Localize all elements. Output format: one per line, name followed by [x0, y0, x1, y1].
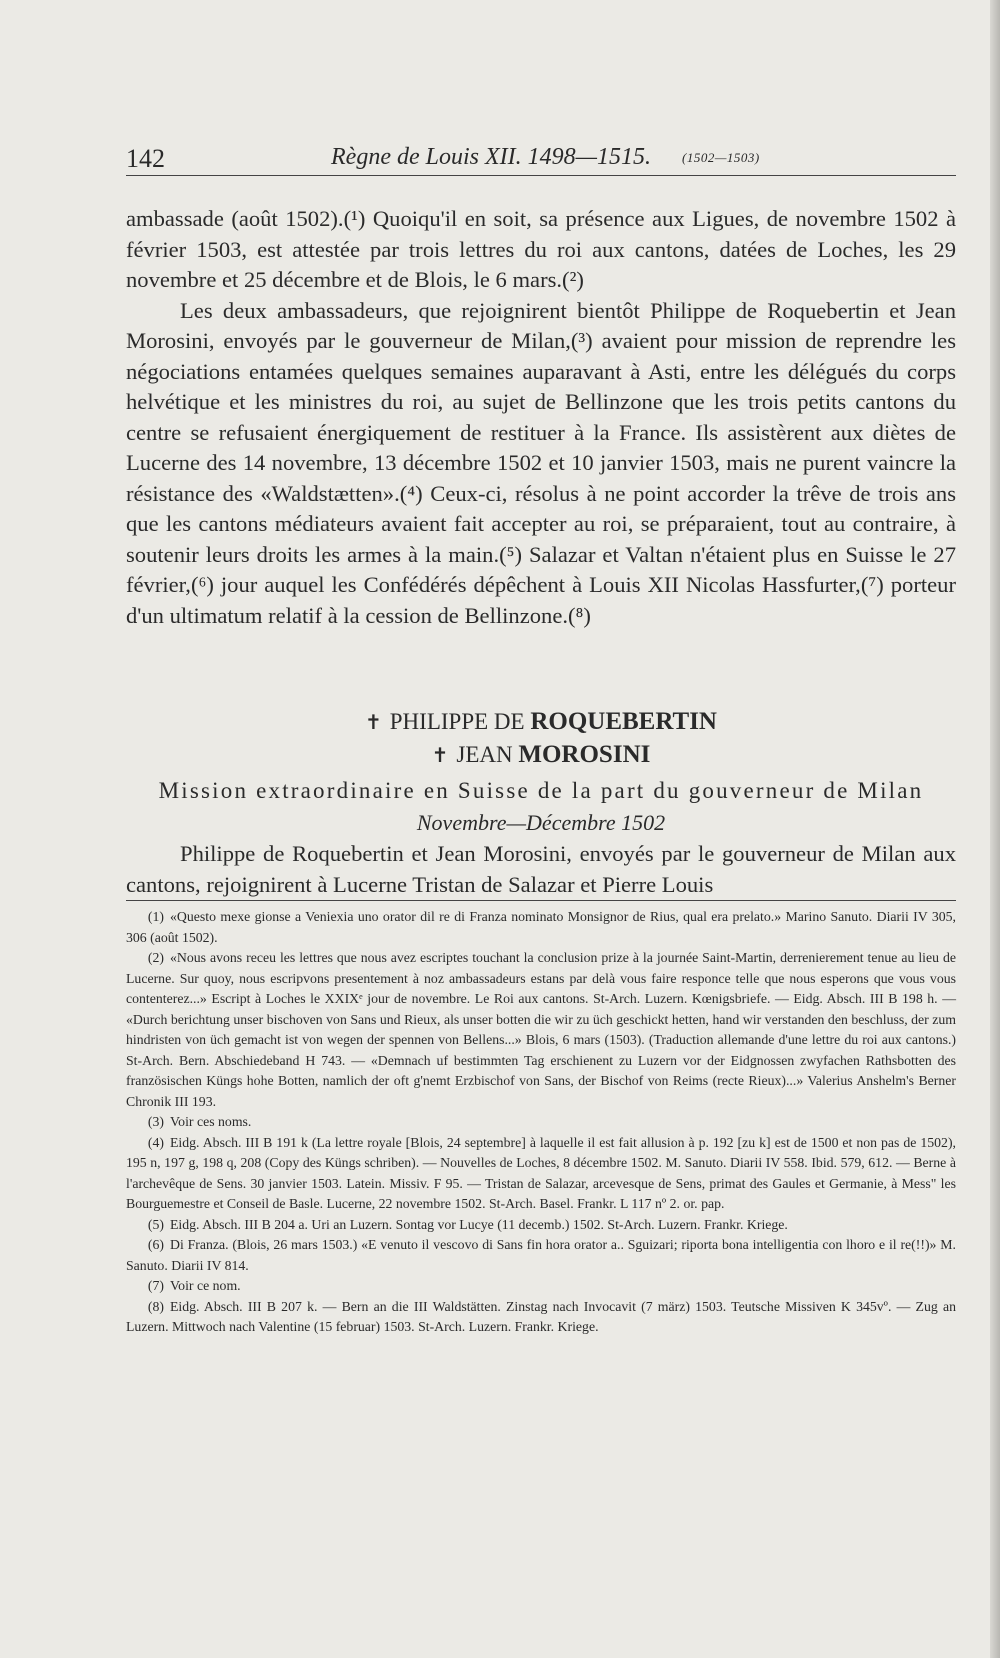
section-heading-line-1 — [126, 708, 956, 736]
section-paragraph: Philippe de Roquebertin et Jean Morosini, envoyés par le gouverneur de Milan aux cantons, rejoignirent à Lucerne Tristan de Salazar et Pierre Louis — [126, 841, 956, 897]
footnote: (3) Voir ces noms. — [147, 1114, 252, 1129]
heading-2-name: MOROSINI — [518, 741, 651, 768]
section-heading-line-2 — [126, 741, 956, 769]
heading-1-prefix: PHILIPPE DE — [389, 709, 525, 734]
footnote: (5) Eidg. Absch. III B 204 a. Uri an Luzern. Sontag vor Lucye (11 decemb.) 1502. St-Arch. Luzern. Frankr. Kriege. — [147, 1216, 788, 1232]
section-text — [126, 838, 956, 900]
footnote-rule — [126, 900, 956, 901]
footnote: (7) Voir ce nom. — [147, 1278, 241, 1293]
cross-icon: ✝ — [431, 745, 449, 767]
section-subtitle: Mission extraordinaire en Suisse de la part du gouverneur de Milan — [158, 778, 924, 803]
footnotes — [126, 907, 956, 1338]
header-rule — [126, 175, 956, 176]
footnote: (4) Eidg. Absch. III B 191 k (La lettre royale [Blois, 24 septembre] à laquelle il est fait allusion à p. 192 [zu k] est de 1500 et non pas de 1502), 195 n, 197 g, 198 q, 208 (Copy des Küngs schriben). — Nouvelles de Loches, 8 décembre 1502. M. Sanuto. Diarii IV 558. Ibid. 579, 612. — Berne à l'archevêque de Sens. 30 janvier 1503. Latein. Missiv. F 95. — Tristan de Salazar, arcevesque de Sens, primat des Gaules et Germanie, à Mess" les Bourguemestre et Conseil de Basle. Lucerne, 22 novembre 1502. St-Arch. Basel. Frankr. L 117 nº 2. or. pap. — [126, 1134, 956, 1211]
paragraph-1: ambassade (août 1502).(¹) Quoiqu'il en soit, sa présence aux Ligues, de novembre 1502 à février 1503, est attestée par trois lettres du roi aux cantons, datées de Loches, les 29 novembre et 25 décembre et de Blois, le 6 mars.(²) — [126, 206, 956, 292]
footnote: (8) Eidg. Absch. III B 207 k. — Bern an die III Waldstätten. Zinstag nach Invocavit (7 märz) 1503. Teutsche Missiven K 345vº. — Zug an Luzern. Mittwoch nach Valentine (15 februar) 1503. St-Arch. Luzern. Frankr. Kriege. — [126, 1298, 956, 1334]
footnote: (6) Di Franza. (Blois, 26 mars 1503.) «E venuto il vescovo di Sans fin hora orator a.. Sguizari; riporta bona intelligentia con lhoro e il re(!!)» M. Sanuto. Diarii IV 814. — [126, 1237, 956, 1273]
page-number: 142 — [126, 144, 165, 173]
page-edge — [990, 0, 1000, 1658]
footnote: (2) «Nous avons receu les lettres que nous avez escriptes touchant la conclusion prize à la journée Saint-Martin, derrenierement tenue au lieu de Lucerne. Sur quoy, nous escripvons presentement à noz ambassadeurs estans par delà vous faire responce telle que nous esperons que vous vous contenterez...» Escript à Loches le XXIXᵉ jour de novembre. Le Roi aux cantons. St-Arch. Luzern. Kœnigsbriefe. — Eidg. Absch. III B 198 h. — «Durch berichtung unser bischoven von Sans und Rieux, als unser botten die wir zu üch geschickt hetten, hand wir verstanden den beschluss, der zum hindristen von üch gemacht ist von wegen der spennen von Bellens...» Blois, 6 mars (1503). (Traduction allemande d'une lettre du roi aux cantons.) St-Arch. Bern. Abschiedeband H 743. — «Demnach uf bestimmten Tag erschienent zu Luzern vor der Eidgnossen zwyfachen Rathsbotten des französischen Küngs hohe Botten, namlich der oft g'nemt Erzbischof von Sans, der Bischof von Reims (recte Rieux)...» Valerius Anshelm's Berner Chronik III 193. — [126, 950, 956, 1109]
running-header — [126, 140, 956, 176]
cross-icon: ✝ — [365, 712, 382, 734]
heading-1-name: ROQUEBERTIN — [530, 708, 717, 735]
running-title: Règne de Louis XII. 1498—1515. — [331, 144, 651, 170]
main-text — [126, 204, 956, 631]
running-dates: (1502—1503) — [682, 150, 760, 165]
footnote: (1) «Questo mexe gionse a Veniexia uno orator dil re di Franza nominato Monsignor de Rius, qual era prelato.» Marino Sanuto. Diarii IV 305, 306 (août 1502). — [126, 909, 956, 945]
section-dates: Novembre—Décembre 1502 — [416, 810, 666, 835]
paragraph-2: Les deux ambassadeurs, que rejoignirent bientôt Philippe de Roquebertin et Jean Morosini, envoyés par le gouverneur de Milan,(³) avaient pour mission de reprendre les négociations entamées quelques semaines auparavant à Asti, entre les délégués du corps helvétique et les ministres du roi, au sujet de Bellinzone que les trois petits cantons du centre se refusaient énergiquement de restituer à la France. Ils assistèrent aux diètes de Lucerne des 14 novembre, 13 décembre 1502 et 10 janvier 1503, mais ne purent vaincre la résistance des «Waldstætten».(⁴) Ceux-ci, résolus à ne point accorder la trêve de trois ans que les cantons médiateurs avaient fait accepter au roi, se préparaient, tout au contraire, à soutenir leurs droits les armes à la main.(⁵) Salazar et Valtan n'étaient plus en Suisse le 27 février,(⁶) jour auquel les Confédérés dépêchent à Louis XII Nicolas Hassfurter,(⁷) porteur d'un ultimatum relatif à la cession de Bellinzone.(⁸) — [126, 297, 956, 628]
heading-2-prefix: JEAN — [456, 742, 513, 767]
